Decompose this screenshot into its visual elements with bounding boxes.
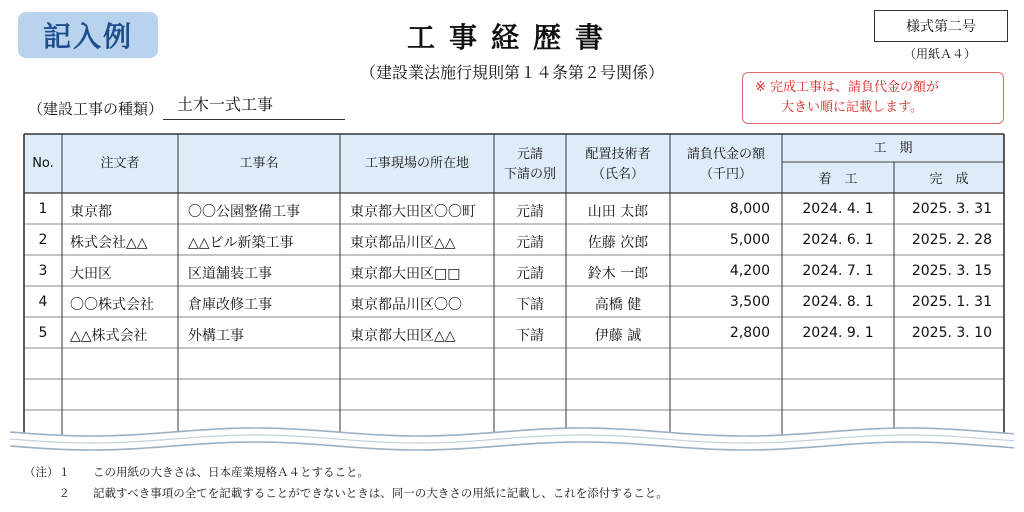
header-engineer-1: 配置技術者 — [585, 147, 651, 162]
cell-start: 2024. 8. 1 — [802, 294, 874, 310]
cell-name: 〇〇公園整備工事 — [188, 204, 300, 220]
header-engineer-2: （氏名） — [591, 167, 644, 182]
cell-client: △△株式会社 — [70, 328, 148, 344]
cell-location: 東京都品川区△△ — [350, 235, 456, 251]
cell-client: 株式会社△△ — [70, 235, 148, 251]
cell-location: 東京都大田区〇〇町 — [350, 204, 476, 220]
header-amount-2: （千円） — [699, 167, 752, 182]
cell-no: 4 — [38, 294, 48, 310]
cell-name: 区道舗装工事 — [188, 266, 272, 282]
form-number: 様式第二号 — [874, 10, 1008, 42]
cell-name: 倉庫改修工事 — [188, 297, 272, 313]
header-name: 工事名 — [239, 156, 279, 171]
cell-name: △△ビル新築工事 — [188, 235, 294, 251]
cell-end: 2025. 3. 10 — [911, 325, 992, 341]
example-badge: 記入例 — [18, 12, 158, 58]
cell-no: 5 — [38, 325, 48, 341]
cell-client: 〇〇株式会社 — [70, 297, 154, 313]
cell-contract-type: 下請 — [516, 328, 544, 344]
cell-contract-type: 元請 — [516, 204, 544, 220]
cell-end: 2025. 1. 31 — [911, 294, 992, 310]
cell-client: 大田区 — [70, 266, 112, 282]
notice-box: ※ 完成工事は、請負代金の額が 大きい順に記載します。 — [742, 72, 1004, 124]
cell-start: 2024. 7. 1 — [802, 263, 874, 279]
cell-engineer: 高橋 健 — [594, 297, 642, 313]
construction-type-label: （建設工事の種類） — [28, 100, 164, 118]
footnote-1: （注）１ この用紙の大きさは、日本産業規格Ａ４とすること。 — [24, 465, 369, 479]
header-amount-1: 請負代金の額 — [686, 147, 765, 162]
header-end: 完 成 — [929, 172, 969, 187]
cell-amount: 2,800 — [729, 325, 770, 341]
header-client: 注文者 — [100, 156, 140, 171]
footnote-2: ２ 記載すべき事項の全てを記載することができないときは、同一の大きさの用紙に記載し、これを添付すること。 — [24, 486, 668, 500]
header-start: 着 工 — [818, 172, 858, 187]
cell-location: 東京都大田区△△ — [350, 328, 456, 344]
cell-end: 2025. 3. 15 — [911, 263, 992, 279]
cell-location: 東京都品川区〇〇 — [350, 297, 462, 313]
cell-amount: 5,000 — [729, 232, 770, 248]
document-subtitle: （建設業法施行規則第１４条第２号関係） — [359, 63, 664, 82]
cell-contract-type: 元請 — [516, 235, 544, 251]
cell-start: 2024. 6. 1 — [802, 232, 874, 248]
cell-start: 2024. 9. 1 — [802, 325, 874, 341]
cell-engineer: 伊藤 誠 — [594, 328, 642, 344]
cell-name: 外構工事 — [188, 328, 244, 344]
construction-type-value: 土木一式工事 — [163, 92, 345, 120]
cell-engineer: 鈴木 一郎 — [587, 266, 649, 282]
cell-no: 3 — [38, 263, 48, 279]
cell-no: 2 — [38, 232, 48, 248]
cell-client: 東京都 — [70, 204, 112, 220]
cell-contract-type: 元請 — [516, 266, 544, 282]
cell-contract-type: 下請 — [516, 297, 544, 313]
cell-engineer: 佐藤 次郎 — [587, 235, 649, 251]
cell-amount: 4,200 — [729, 263, 770, 279]
header-period: 工 期 — [873, 141, 913, 156]
header-contract-type-2: 下請の別 — [503, 167, 556, 182]
header-no: No. — [32, 156, 54, 171]
cell-start: 2024. 4. 1 — [802, 201, 874, 217]
document-title: 工事経歴書 — [406, 21, 617, 54]
cell-end: 2025. 3. 31 — [911, 201, 992, 217]
header-contract-type-1: 元請 — [516, 147, 543, 162]
cell-location: 東京都大田区□□ — [350, 266, 461, 282]
header-location: 工事現場の所在地 — [364, 156, 469, 171]
footnotes — [24, 462, 668, 504]
cell-no: 1 — [38, 201, 48, 217]
cell-end: 2025. 2. 28 — [911, 232, 992, 248]
paper-size-note: （用紙Ａ４） — [903, 47, 976, 61]
cell-engineer: 山田 太郎 — [587, 204, 649, 220]
cell-amount: 3,500 — [729, 294, 770, 310]
cell-amount: 8,000 — [729, 201, 770, 217]
